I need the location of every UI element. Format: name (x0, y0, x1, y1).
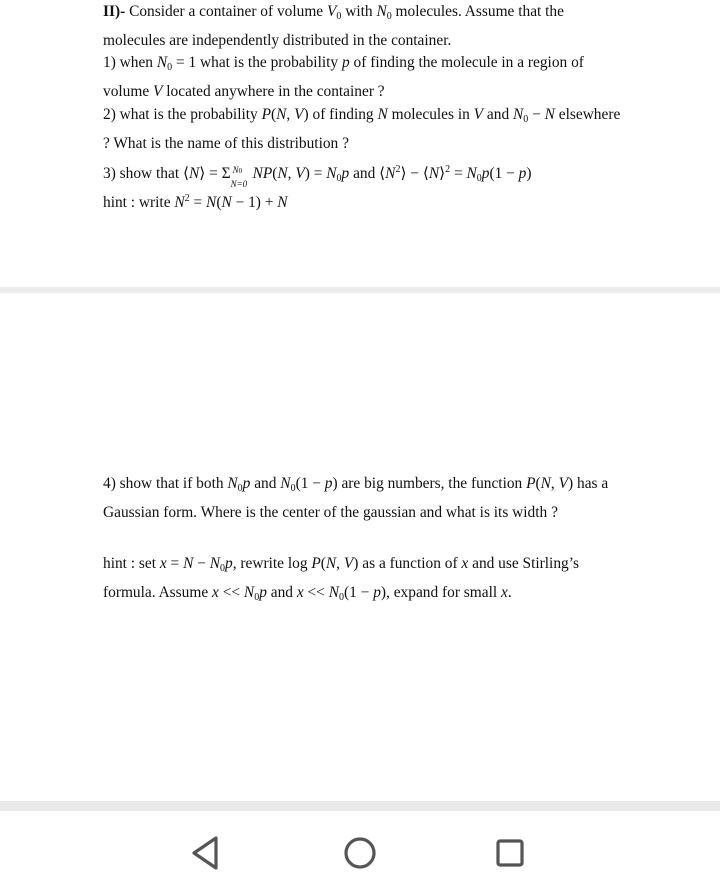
question-text: and (483, 106, 513, 123)
intro-text: with (341, 3, 377, 20)
question-2: 2) what is the probability P(N, V) of finding N molecules in V and $N_0 - N$ elsewhere ? What is the name of this distribution ? (103, 106, 621, 152)
question-text: are big numbers, the function (337, 475, 527, 492)
hint-text: , expand for small (386, 584, 502, 601)
hint-text: hint : set (103, 555, 160, 572)
question-text: 4) show that if both (103, 475, 228, 492)
recents-button[interactable] (488, 831, 532, 875)
question-text: elsewhere ? What is the name of this distribution ? (103, 106, 621, 152)
hint-text: hint : write (103, 194, 175, 211)
question-1: 1) when $N_0 = 1$ what is the probability p of finding the molecule in a region of volume V located anywhere in the container ? (103, 54, 584, 100)
document-page-top (0, 0, 720, 287)
system-navigation-bar (0, 811, 720, 889)
navbar-divider (0, 801, 720, 811)
question-text: 2) what is the probability (103, 106, 262, 123)
intro-paragraph: II)- Consider a container of volume $V_0$ with $N_0$ molecules. Assume that the molecules are independently distributed in the container. (103, 3, 564, 49)
question-text: = 1 what is the probability (172, 54, 342, 71)
triangle-back-icon (183, 831, 227, 875)
hint-2: hint : set $x = N - N_0p$, rewrite log P(N, V) as a function of x and use Stirling’s formula. Assume $x << N_0p$ and $x << N_0(1 - p)$, expand for small x. (103, 555, 579, 603)
square-recents-icon (488, 831, 532, 875)
hint-text: and use Stirling’s formula. Assume (103, 555, 579, 601)
document-page-bottom (0, 293, 720, 801)
question-text: and (349, 165, 380, 182)
question-text: has a Gaussian form. Where is the center of the gaussian and what is its width ? (103, 475, 609, 521)
question-4: 4) show that if both $N_0p$ and $N_0(1 - p)$ are big numbers, the function P(N, V) has a Gaussian form. Where is the center of the gaussian and what is its width ? (103, 475, 609, 521)
hint-text: , rewrite (232, 555, 288, 572)
section-heading: II)- (103, 3, 126, 20)
hint-1: hint : write $N^2 = N(N - 1) + N$ (103, 193, 288, 211)
question-3: 3) show that ⟨N⟩ = Σ N0 N=0 NP(N, $V) = N_0p$ and $⟨N^2⟩$ − ⟨N⟩$^2$ = $N_0p(1 - p)$ (103, 164, 532, 189)
back-button[interactable] (183, 831, 227, 875)
question-text: of finding (308, 106, 378, 123)
home-button[interactable] (338, 831, 382, 875)
question-text: 3) show that (103, 165, 183, 182)
hint-text: and (266, 584, 297, 601)
question-text: molecules in (387, 106, 474, 123)
question-text: of finding the molecule in a region of volume (103, 54, 584, 100)
intro-text: Consider a container of volume (125, 3, 327, 20)
question-text: and (250, 475, 281, 492)
question-text: located anywhere in the container ? (162, 83, 385, 100)
intro-text: molecules. Assume that the molecules are independently distributed in the container. (103, 3, 564, 49)
question-text: 1) when (103, 54, 157, 71)
circle-home-icon (338, 831, 382, 875)
hint-text: as a function of (358, 555, 462, 572)
